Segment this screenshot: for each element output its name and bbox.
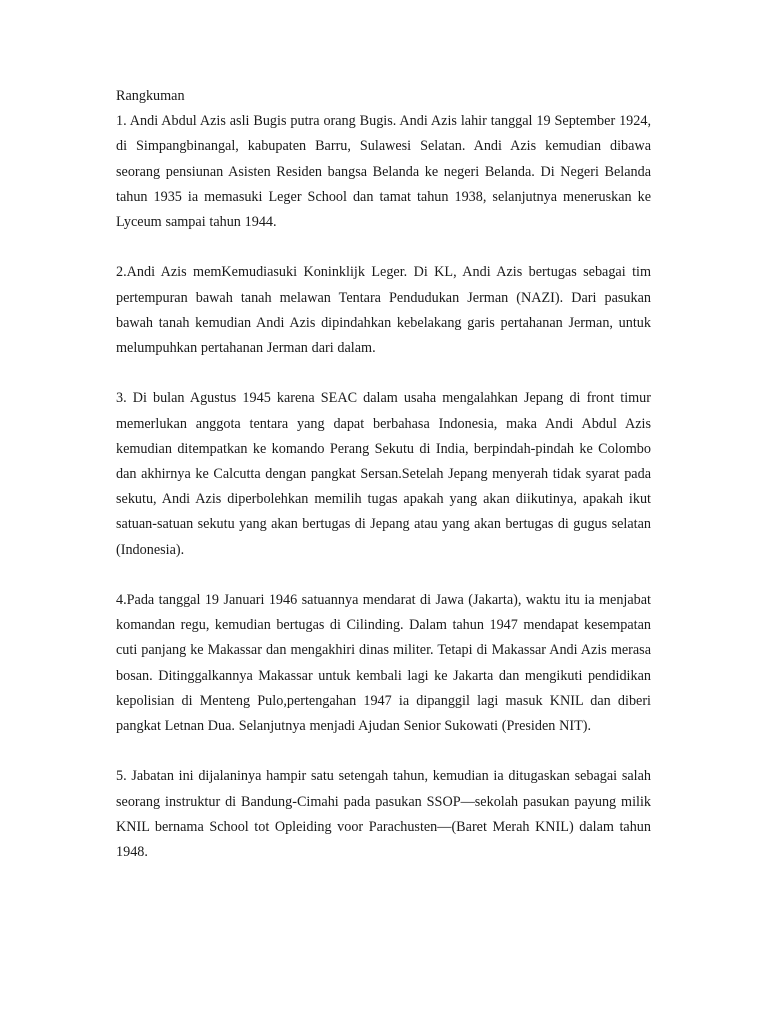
paragraph-3: 3. Di bulan Agustus 1945 karena SEAC dalam usaha mengalahkan Jepang di front timur memerlukan anggota tentara yang dapat berbahasa Indonesia, maka Andi Abdul Azis kemudian ditempatkan ke komando Perang Sekutu di India, berpindah-pindah ke Colombo dan akhirnya ke Calcutta dengan pangkat Sersan.Setelah Jepang menyerah tidak syarat pada sekutu, Andi Azis diperbolehkan memilih tugas apakah yang akan diikutinya, apakah ikut satuan-satuan sekutu yang akan bertugas di Jepang atau yang akan bertugas di gugus selatan (Indonesia).: [116, 390, 651, 558]
paragraph-5: 5. Jabatan ini dijalaninya hampir satu setengah tahun, kemudian ia ditugaskan sebagai salah seorang instruktur di Bandung-Cimahi pada pasukan SSOP—sekolah pasukan payung milik KNIL bernama School tot Opleiding voor Parachusten—(Baret Merah KNIL) dalam tahun 1948.: [116, 768, 651, 861]
paragraph-4: 4.Pada tanggal 19 Januari 1946 satuannya mendarat di Jawa (Jakarta), waktu itu ia menjabat komandan regu, kemudian bertugas di Cilinding. Dalam tahun 1947 mendapat kesempatan cuti panjang ke Makassar dan mengakhiri dinas militer. Tetapi di Makassar Andi Azis merasa bosan. Ditinggalkannya Makassar untuk kembali lagi ke Jakarta dan mengikuti pendidikan kepolisian di Menteng Pulo,pertengahan 1947 ia dipanggil lagi masuk KNIL dan diberi pangkat Letnan Dua. Selanjutnya menjadi Ajudan Senior Sukowati (Presiden NIT).: [116, 592, 651, 735]
document-title: Rangkuman: [116, 88, 185, 104]
paragraph-2: 2.Andi Azis memKemudiasuki Koninklijk Leger. Di KL, Andi Azis bertugas sebagai tim pertempuran bawah tanah melawan Tentara Pendudukan Jerman (NAZI). Dari pasukan bawah tanah kemudian Andi Azis dipindahkan kebelakang garis pertahanan Jerman, untuk melumpuhkan pertahanan Jerman dari dalam.: [116, 264, 651, 357]
document-page: [116, 84, 651, 890]
paragraph-1: 1. Andi Abdul Azis asli Bugis putra orang Bugis. Andi Azis lahir tanggal 19 September 1924, di Simpangbinangal, kabupaten Barru, Sulawesi Selatan. Andi Azis kemudian dibawa seorang pensiunan Asisten Residen bangsa Belanda ke negeri Belanda. Di Negeri Belanda tahun 1935 ia memasuki Leger School dan tamat tahun 1938, selanjutnya meneruskan ke Lyceum sampai tahun 1944.: [116, 113, 651, 231]
